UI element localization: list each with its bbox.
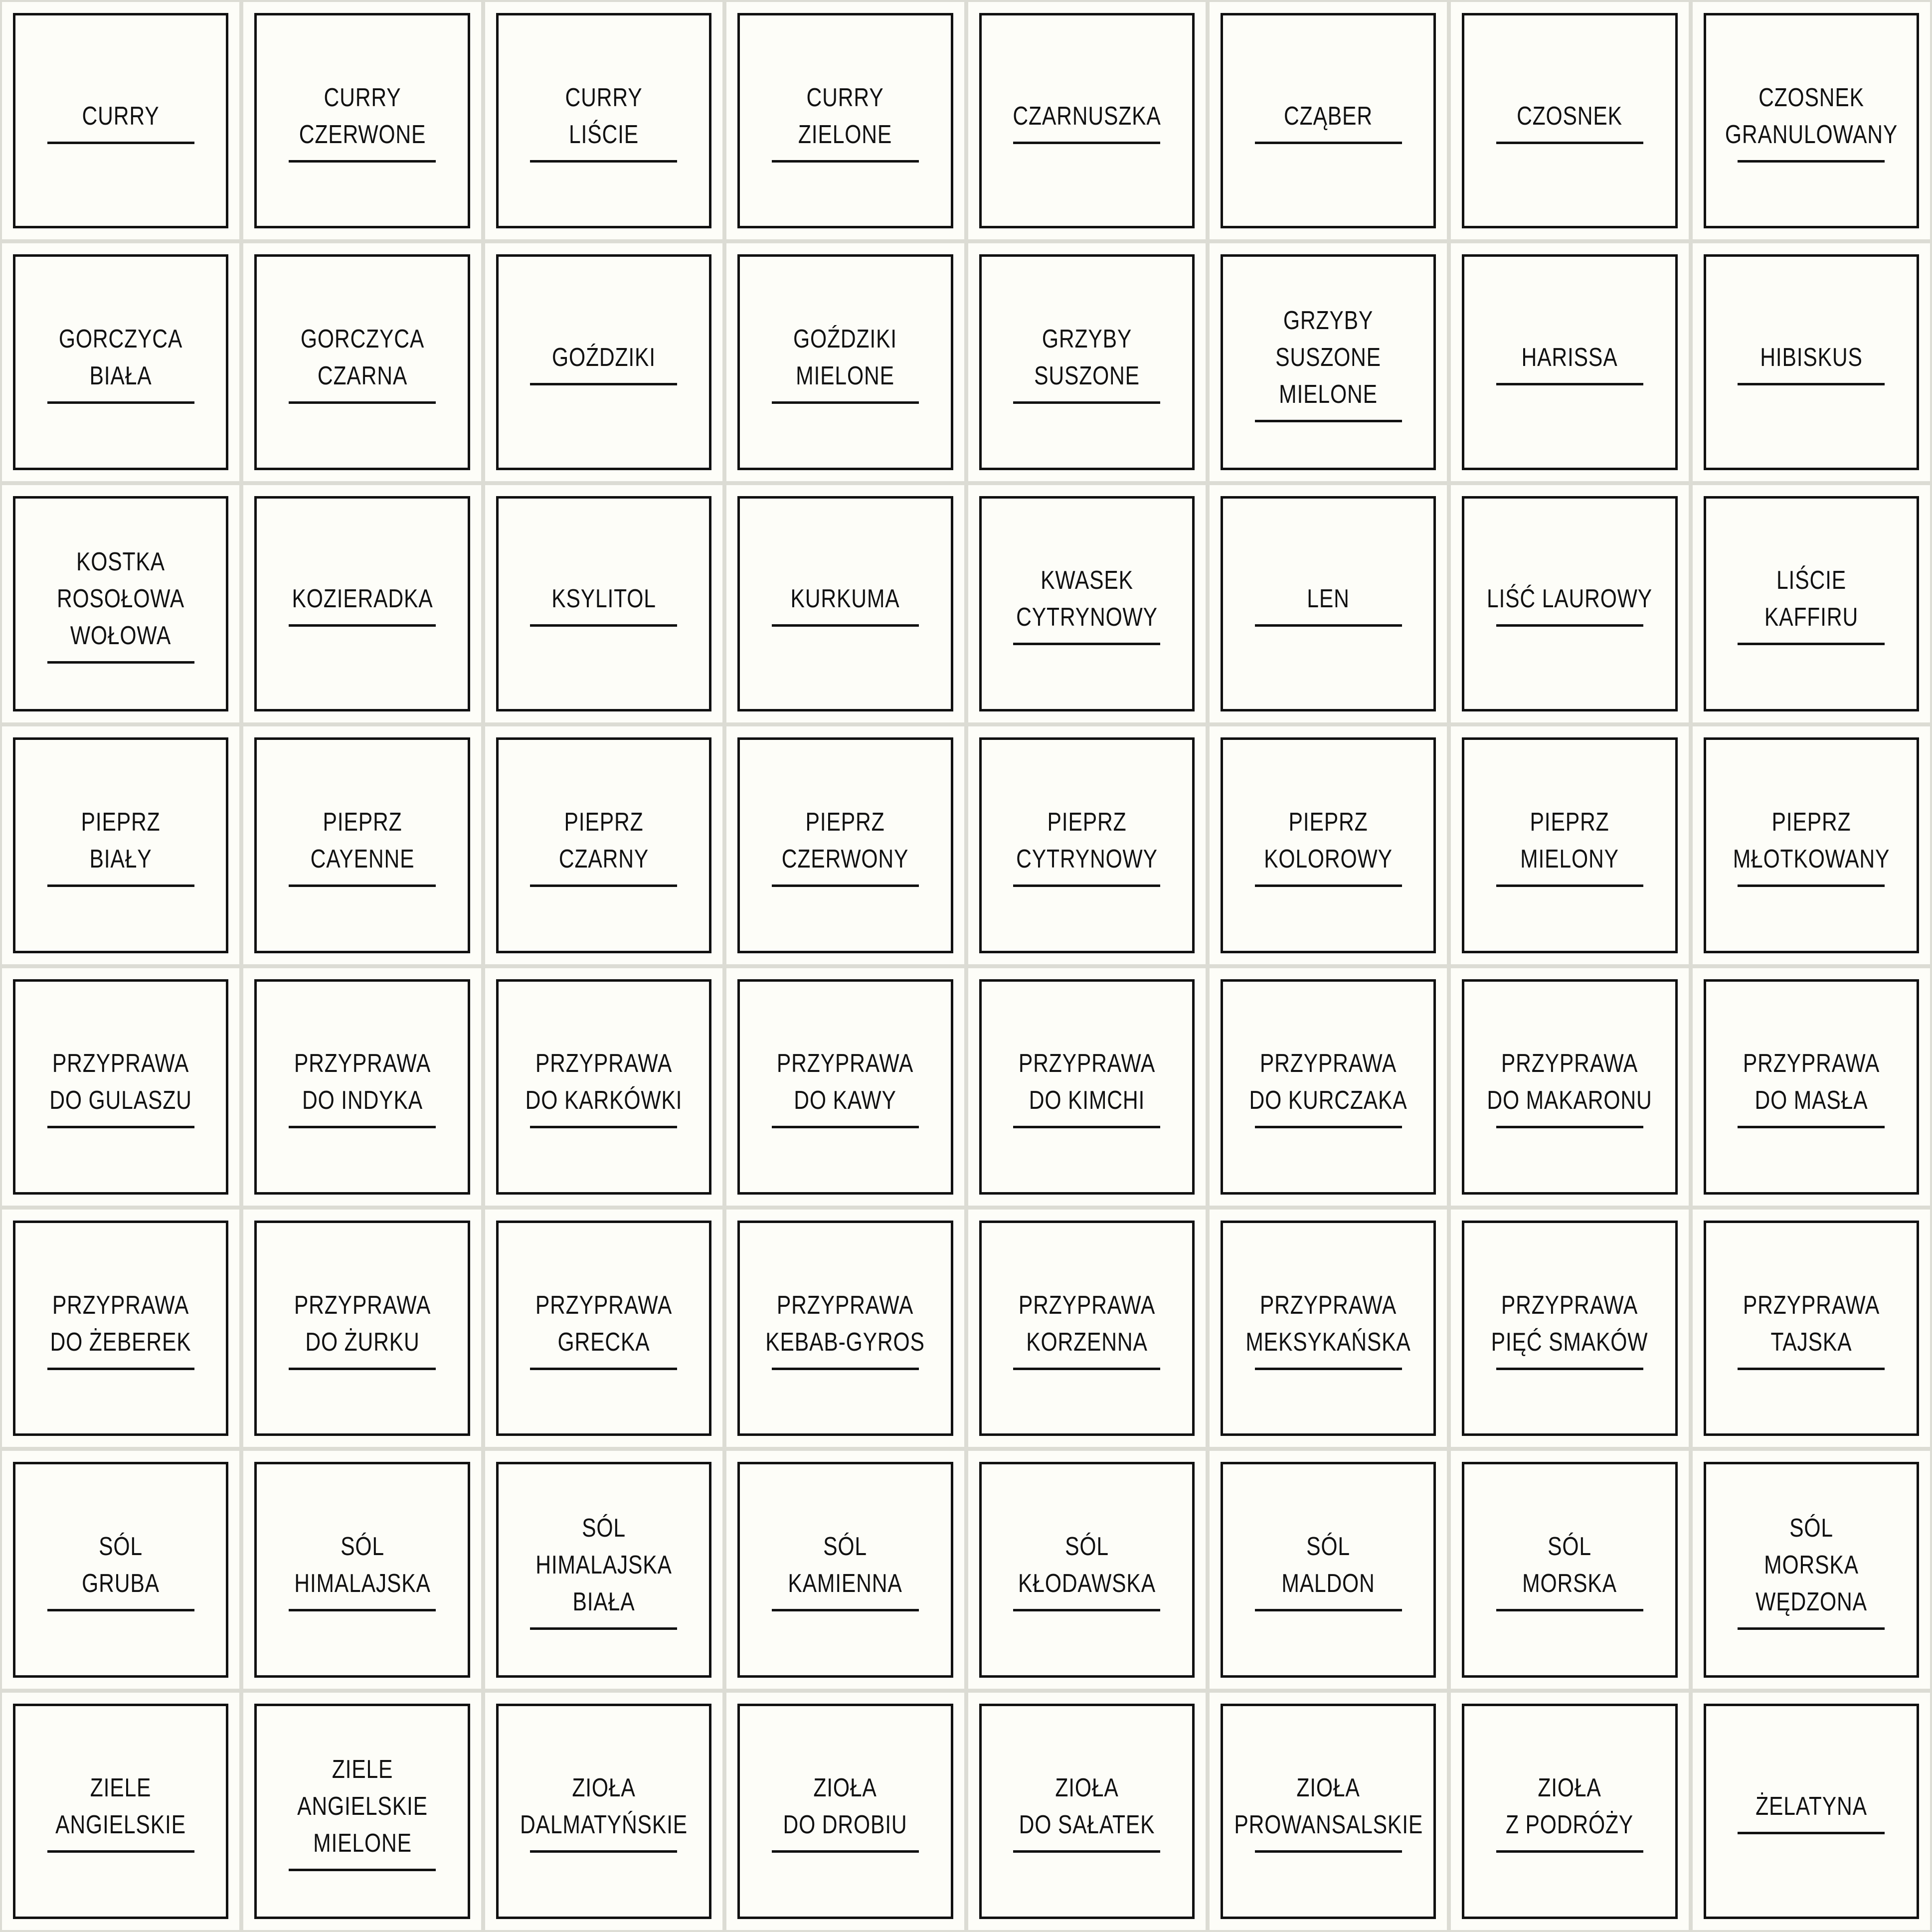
spice-name: PRZYPRAWA DO KURCZAKA: [1249, 1049, 1407, 1115]
label-frame: [737, 1462, 953, 1677]
spice-label-card: [0, 241, 241, 483]
label-frame: [737, 979, 953, 1195]
label-frame: [13, 13, 228, 228]
spice-name: PIEPRZ CAYENNE: [310, 807, 414, 874]
spice-label-card: [1691, 0, 1932, 241]
underline-rule: [1496, 1850, 1643, 1853]
spice-name: PIEPRZ CYTRYNOWY: [1016, 807, 1158, 874]
underline-rule: [1496, 1126, 1643, 1128]
spice-label-card: [1449, 0, 1690, 241]
spice-name: GRZYBY SUSZONE MIELONE: [1275, 306, 1381, 409]
underline-rule: [1738, 1368, 1885, 1370]
underline-rule: [1013, 401, 1160, 404]
spice-name: PRZYPRAWA DO ŻEBEREK: [50, 1290, 191, 1357]
label-frame: [1704, 496, 1919, 711]
spice-label-card: [966, 241, 1208, 483]
spice-label-card: [0, 966, 241, 1208]
spice-label-card: [1691, 1208, 1932, 1449]
underline-rule: [47, 1368, 194, 1370]
label-frame: [1462, 737, 1677, 953]
underline-rule: [289, 1869, 436, 1871]
spice-label-card: [241, 1691, 483, 1932]
underline-rule: [47, 661, 194, 664]
underline-rule: [289, 1609, 436, 1611]
spice-label-card: [1691, 1691, 1932, 1932]
spice-label-card: [483, 1449, 724, 1690]
underline-rule: [47, 884, 194, 887]
underline-rule: [1496, 1609, 1643, 1611]
label-frame: [1462, 254, 1677, 470]
spice-label-card: [1691, 966, 1932, 1208]
spice-name: PRZYPRAWA KORZENNA: [1018, 1290, 1155, 1357]
spice-name: ŻELATYNA: [1755, 1792, 1867, 1821]
underline-rule: [1496, 624, 1643, 627]
spice-name: CZOSNEK GRANULOWANY: [1725, 83, 1898, 149]
spice-label-card: [1208, 241, 1449, 483]
label-frame: [1704, 1462, 1919, 1677]
underline-rule: [1013, 1609, 1160, 1611]
spice-name: KOZIERADKA: [292, 584, 433, 614]
spice-label-card: [724, 1691, 966, 1932]
underline-rule: [1013, 1850, 1160, 1853]
label-frame: [737, 13, 953, 228]
spice-name: SÓL KŁODAWSKA: [1018, 1532, 1156, 1598]
spice-label-card: [724, 1208, 966, 1449]
underline-rule: [772, 624, 919, 627]
spice-name: GORCZYCA BIAŁA: [59, 325, 183, 391]
underline-rule: [1496, 884, 1643, 887]
spice-label-card: [241, 724, 483, 966]
label-frame: [254, 1704, 470, 1919]
label-frame: [254, 737, 470, 953]
spice-label-card: [241, 241, 483, 483]
spice-label-card: [1208, 1208, 1449, 1449]
underline-rule: [530, 383, 677, 385]
spice-name: LEN: [1307, 584, 1350, 614]
underline-rule: [1738, 1832, 1885, 1834]
label-frame: [496, 1704, 711, 1919]
spice-label-card: [1449, 1449, 1690, 1690]
underline-rule: [289, 401, 436, 404]
spice-name: PRZYPRAWA KEBAB-GYROS: [765, 1290, 925, 1357]
underline-rule: [47, 142, 194, 144]
spice-label-card: [0, 724, 241, 966]
spice-name: KSYLITOL: [551, 584, 656, 614]
spice-name: ZIOŁA DO SAŁATEK: [1019, 1773, 1155, 1840]
spice-name: PIEPRZ MŁOTKOWANY: [1733, 807, 1890, 874]
spice-label-card: [724, 241, 966, 483]
spice-name: ZIELE ANGIELSKIE MIELONE: [297, 1755, 428, 1858]
label-frame: [1221, 496, 1436, 711]
underline-rule: [1013, 142, 1160, 144]
spice-name: CURRY CZERWONE: [299, 83, 426, 149]
spice-label-card: [1208, 724, 1449, 966]
spice-name: KURKUMA: [790, 584, 900, 614]
label-frame: [979, 1704, 1195, 1919]
label-frame: [13, 1221, 228, 1436]
label-frame: [254, 979, 470, 1195]
spice-label-card: [483, 966, 724, 1208]
spice-name: SÓL MALDON: [1281, 1532, 1375, 1598]
label-frame: [1704, 254, 1919, 470]
spice-label-card: [966, 724, 1208, 966]
label-frame: [979, 13, 1195, 228]
spice-label-card: [0, 1449, 241, 1690]
spice-label-card: [724, 966, 966, 1208]
underline-rule: [1255, 1368, 1402, 1370]
spice-name: GRZYBY SUSZONE: [1034, 325, 1140, 391]
spice-label-card: [1208, 483, 1449, 724]
spice-label-card: [241, 1208, 483, 1449]
underline-rule: [530, 1126, 677, 1128]
spice-name: GOŹDZIKI: [551, 343, 656, 372]
spice-label-card: [483, 0, 724, 241]
underline-rule: [1255, 884, 1402, 887]
label-frame: [254, 1221, 470, 1436]
label-frame: [13, 1704, 228, 1919]
label-frame: [1462, 1462, 1677, 1677]
spice-label-card: [724, 483, 966, 724]
label-frame: [254, 13, 470, 228]
label-frame: [1704, 979, 1919, 1195]
spice-label-card: [1449, 241, 1690, 483]
spice-label-card: [1691, 724, 1932, 966]
spice-label-card: [483, 724, 724, 966]
label-frame: [254, 254, 470, 470]
spice-name: PRZYPRAWA MEKSYKAŃSKA: [1245, 1290, 1411, 1357]
underline-rule: [530, 884, 677, 887]
label-frame: [1221, 1704, 1436, 1919]
spice-name: SÓL HIMALAJSKA BIAŁA: [535, 1513, 672, 1616]
spice-label-card: [1691, 1449, 1932, 1690]
label-frame: [1221, 254, 1436, 470]
spice-label-card: [0, 0, 241, 241]
label-frame: [496, 1221, 711, 1436]
underline-rule: [1738, 1627, 1885, 1630]
spice-label-card: [0, 1208, 241, 1449]
spice-label-card: [483, 1691, 724, 1932]
spice-label-card: [0, 1691, 241, 1932]
label-frame: [1462, 1704, 1677, 1919]
underline-rule: [772, 884, 919, 887]
underline-rule: [772, 401, 919, 404]
label-frame: [496, 979, 711, 1195]
label-frame: [979, 254, 1195, 470]
label-frame: [1704, 13, 1919, 228]
underline-rule: [1738, 643, 1885, 645]
spice-name: KWASEK CYTRYNOWY: [1016, 566, 1158, 632]
label-frame: [13, 737, 228, 953]
label-frame: [1221, 979, 1436, 1195]
spice-name: SÓL GRUBA: [82, 1532, 160, 1598]
spice-name: GORCZYCA CZARNA: [300, 325, 424, 391]
spice-name: CZARNUSZKA: [1013, 101, 1161, 131]
spice-name: CZOSNEK: [1517, 101, 1623, 131]
spice-name: PRZYPRAWA DO KIMCHI: [1018, 1049, 1155, 1115]
label-frame: [1221, 737, 1436, 953]
label-frame: [254, 1462, 470, 1677]
label-frame: [737, 1704, 953, 1919]
label-frame: [1704, 1221, 1919, 1436]
label-frame: [979, 737, 1195, 953]
underline-rule: [772, 160, 919, 163]
label-frame: [496, 496, 711, 711]
label-frame: [254, 496, 470, 711]
spice-label-card: [1208, 1691, 1449, 1932]
spice-label-card: [1691, 241, 1932, 483]
spice-name: ZIELE ANGIELSKIE: [55, 1773, 186, 1840]
spice-name: PRZYPRAWA PIĘĆ SMAKÓW: [1491, 1290, 1648, 1357]
underline-rule: [289, 1126, 436, 1128]
spice-label-card: [966, 966, 1208, 1208]
underline-rule: [1255, 1850, 1402, 1853]
underline-rule: [1013, 643, 1160, 645]
spice-label-card: [724, 724, 966, 966]
spice-name: PIEPRZ MIELONY: [1520, 807, 1619, 874]
spice-name: PIEPRZ BIAŁY: [81, 807, 161, 874]
spice-label-card: [966, 0, 1208, 241]
underline-rule: [47, 1850, 194, 1853]
label-frame: [737, 1221, 953, 1436]
spice-name: PRZYPRAWA DO KARKÓWKI: [525, 1049, 683, 1115]
spice-name: PIEPRZ KOLOROWY: [1264, 807, 1393, 874]
label-frame: [496, 254, 711, 470]
underline-rule: [772, 1126, 919, 1128]
spice-label-card: [724, 1449, 966, 1690]
underline-rule: [772, 1850, 919, 1853]
underline-rule: [530, 1368, 677, 1370]
underline-rule: [1496, 383, 1643, 385]
spice-name: GOŹDZIKI MIELONE: [793, 325, 897, 391]
spice-label-card: [241, 483, 483, 724]
spice-name: CURRY: [82, 101, 160, 131]
label-frame: [1704, 1704, 1919, 1919]
spice-name: PRZYPRAWA GRECKA: [535, 1290, 673, 1357]
label-frame: [1462, 496, 1677, 711]
underline-rule: [1255, 624, 1402, 627]
spice-name: PRZYPRAWA DO GULASZU: [49, 1049, 192, 1115]
spice-name: PRZYPRAWA DO MASŁA: [1743, 1049, 1880, 1115]
underline-rule: [289, 884, 436, 887]
underline-rule: [289, 624, 436, 627]
label-frame: [737, 496, 953, 711]
label-frame: [1462, 13, 1677, 228]
spice-name: PRZYPRAWA DO ŻURKU: [294, 1290, 431, 1357]
spice-label-card: [966, 1449, 1208, 1690]
underline-rule: [1255, 420, 1402, 422]
underline-rule: [1255, 142, 1402, 144]
spice-name: CURRY ZIELONE: [798, 83, 892, 149]
underline-rule: [530, 624, 677, 627]
spice-label-card: [241, 0, 483, 241]
spice-label-card: [1449, 724, 1690, 966]
label-frame: [737, 254, 953, 470]
underline-rule: [1255, 1126, 1402, 1128]
underline-rule: [530, 160, 677, 163]
spice-label-card: [966, 1691, 1208, 1932]
underline-rule: [1738, 1126, 1885, 1128]
spice-name: PRZYPRAWA DO KAWY: [777, 1049, 914, 1115]
underline-rule: [1738, 383, 1885, 385]
underline-rule: [1496, 1368, 1643, 1370]
spice-name: CURRY LIŚCIE: [565, 83, 643, 149]
spice-name: ZIOŁA Z PODRÓŻY: [1506, 1773, 1634, 1840]
spice-label-card: [724, 0, 966, 241]
underline-rule: [289, 160, 436, 163]
underline-rule: [772, 1368, 919, 1370]
spice-name: LIŚCIE KAFFIRU: [1764, 566, 1858, 632]
underline-rule: [1013, 1126, 1160, 1128]
spice-name: ZIOŁA DALMATYŃSKIE: [520, 1773, 688, 1840]
spice-label-card: [1449, 1208, 1690, 1449]
spice-name: HARISSA: [1521, 343, 1618, 372]
spice-name: HIBISKUS: [1760, 343, 1863, 372]
spice-name: SÓL MORSKA: [1522, 1532, 1617, 1598]
spice-label-card: [0, 483, 241, 724]
underline-rule: [47, 1609, 194, 1611]
label-frame: [496, 737, 711, 953]
spice-name: KOSTKA ROSOŁOWA WOŁOWA: [57, 547, 185, 651]
label-frame: [1221, 1462, 1436, 1677]
spice-label-card: [241, 966, 483, 1208]
label-frame: [1462, 979, 1677, 1195]
spice-label-card: [241, 1449, 483, 1690]
spice-label-card: [1208, 0, 1449, 241]
underline-rule: [47, 1126, 194, 1128]
spice-name: PRZYPRAWA TAJSKA: [1743, 1290, 1880, 1357]
spice-label-card: [483, 1208, 724, 1449]
label-frame: [979, 1221, 1195, 1436]
underline-rule: [1013, 884, 1160, 887]
underline-rule: [772, 1609, 919, 1611]
spice-label-card: [1208, 1449, 1449, 1690]
spice-label-card: [966, 483, 1208, 724]
spice-name: PIEPRZ CZARNY: [558, 807, 649, 874]
underline-rule: [530, 1850, 677, 1853]
underline-rule: [1013, 1368, 1160, 1370]
label-frame: [737, 737, 953, 953]
spice-name: ZIOŁA PROWANSALSKIE: [1234, 1773, 1423, 1840]
spice-label-card: [1449, 1691, 1690, 1932]
spice-name: LIŚĆ LAUROWY: [1487, 584, 1653, 614]
underline-rule: [1255, 1609, 1402, 1611]
spice-name: CZĄBER: [1284, 101, 1373, 131]
label-frame: [13, 254, 228, 470]
spice-label-card: [1449, 483, 1690, 724]
spice-label-card: [483, 241, 724, 483]
spice-label-card: [1449, 966, 1690, 1208]
spice-label-card: [483, 483, 724, 724]
spice-name: PRZYPRAWA DO INDYKA: [294, 1049, 431, 1115]
label-frame: [1462, 1221, 1677, 1436]
label-frame: [13, 496, 228, 711]
spice-name: SÓL KAMIENNA: [788, 1532, 902, 1598]
spice-name: SÓL HIMALAJSKA: [294, 1532, 431, 1598]
underline-rule: [1496, 142, 1643, 144]
spice-label-card: [1691, 483, 1932, 724]
spice-name: ZIOŁA DO DROBIU: [783, 1773, 907, 1840]
spice-name: SÓL MORSKA WĘDZONA: [1755, 1513, 1867, 1616]
label-frame: [979, 1462, 1195, 1677]
underline-rule: [1738, 160, 1885, 163]
label-frame: [1221, 13, 1436, 228]
label-frame: [13, 979, 228, 1195]
spice-name: PIEPRZ CZERWONY: [782, 807, 909, 874]
label-frame: [1704, 737, 1919, 953]
label-frame: [13, 1462, 228, 1677]
label-frame: [496, 1462, 711, 1677]
spice-name: PRZYPRAWA DO MAKARONU: [1487, 1049, 1653, 1115]
underline-rule: [289, 1368, 436, 1370]
underline-rule: [1738, 884, 1885, 887]
spice-label-card: [966, 1208, 1208, 1449]
label-frame: [1221, 1221, 1436, 1436]
underline-rule: [530, 1627, 677, 1630]
label-frame: [496, 13, 711, 228]
underline-rule: [47, 401, 194, 404]
label-frame: [979, 496, 1195, 711]
spice-label-card: [1208, 966, 1449, 1208]
label-frame: [979, 979, 1195, 1195]
